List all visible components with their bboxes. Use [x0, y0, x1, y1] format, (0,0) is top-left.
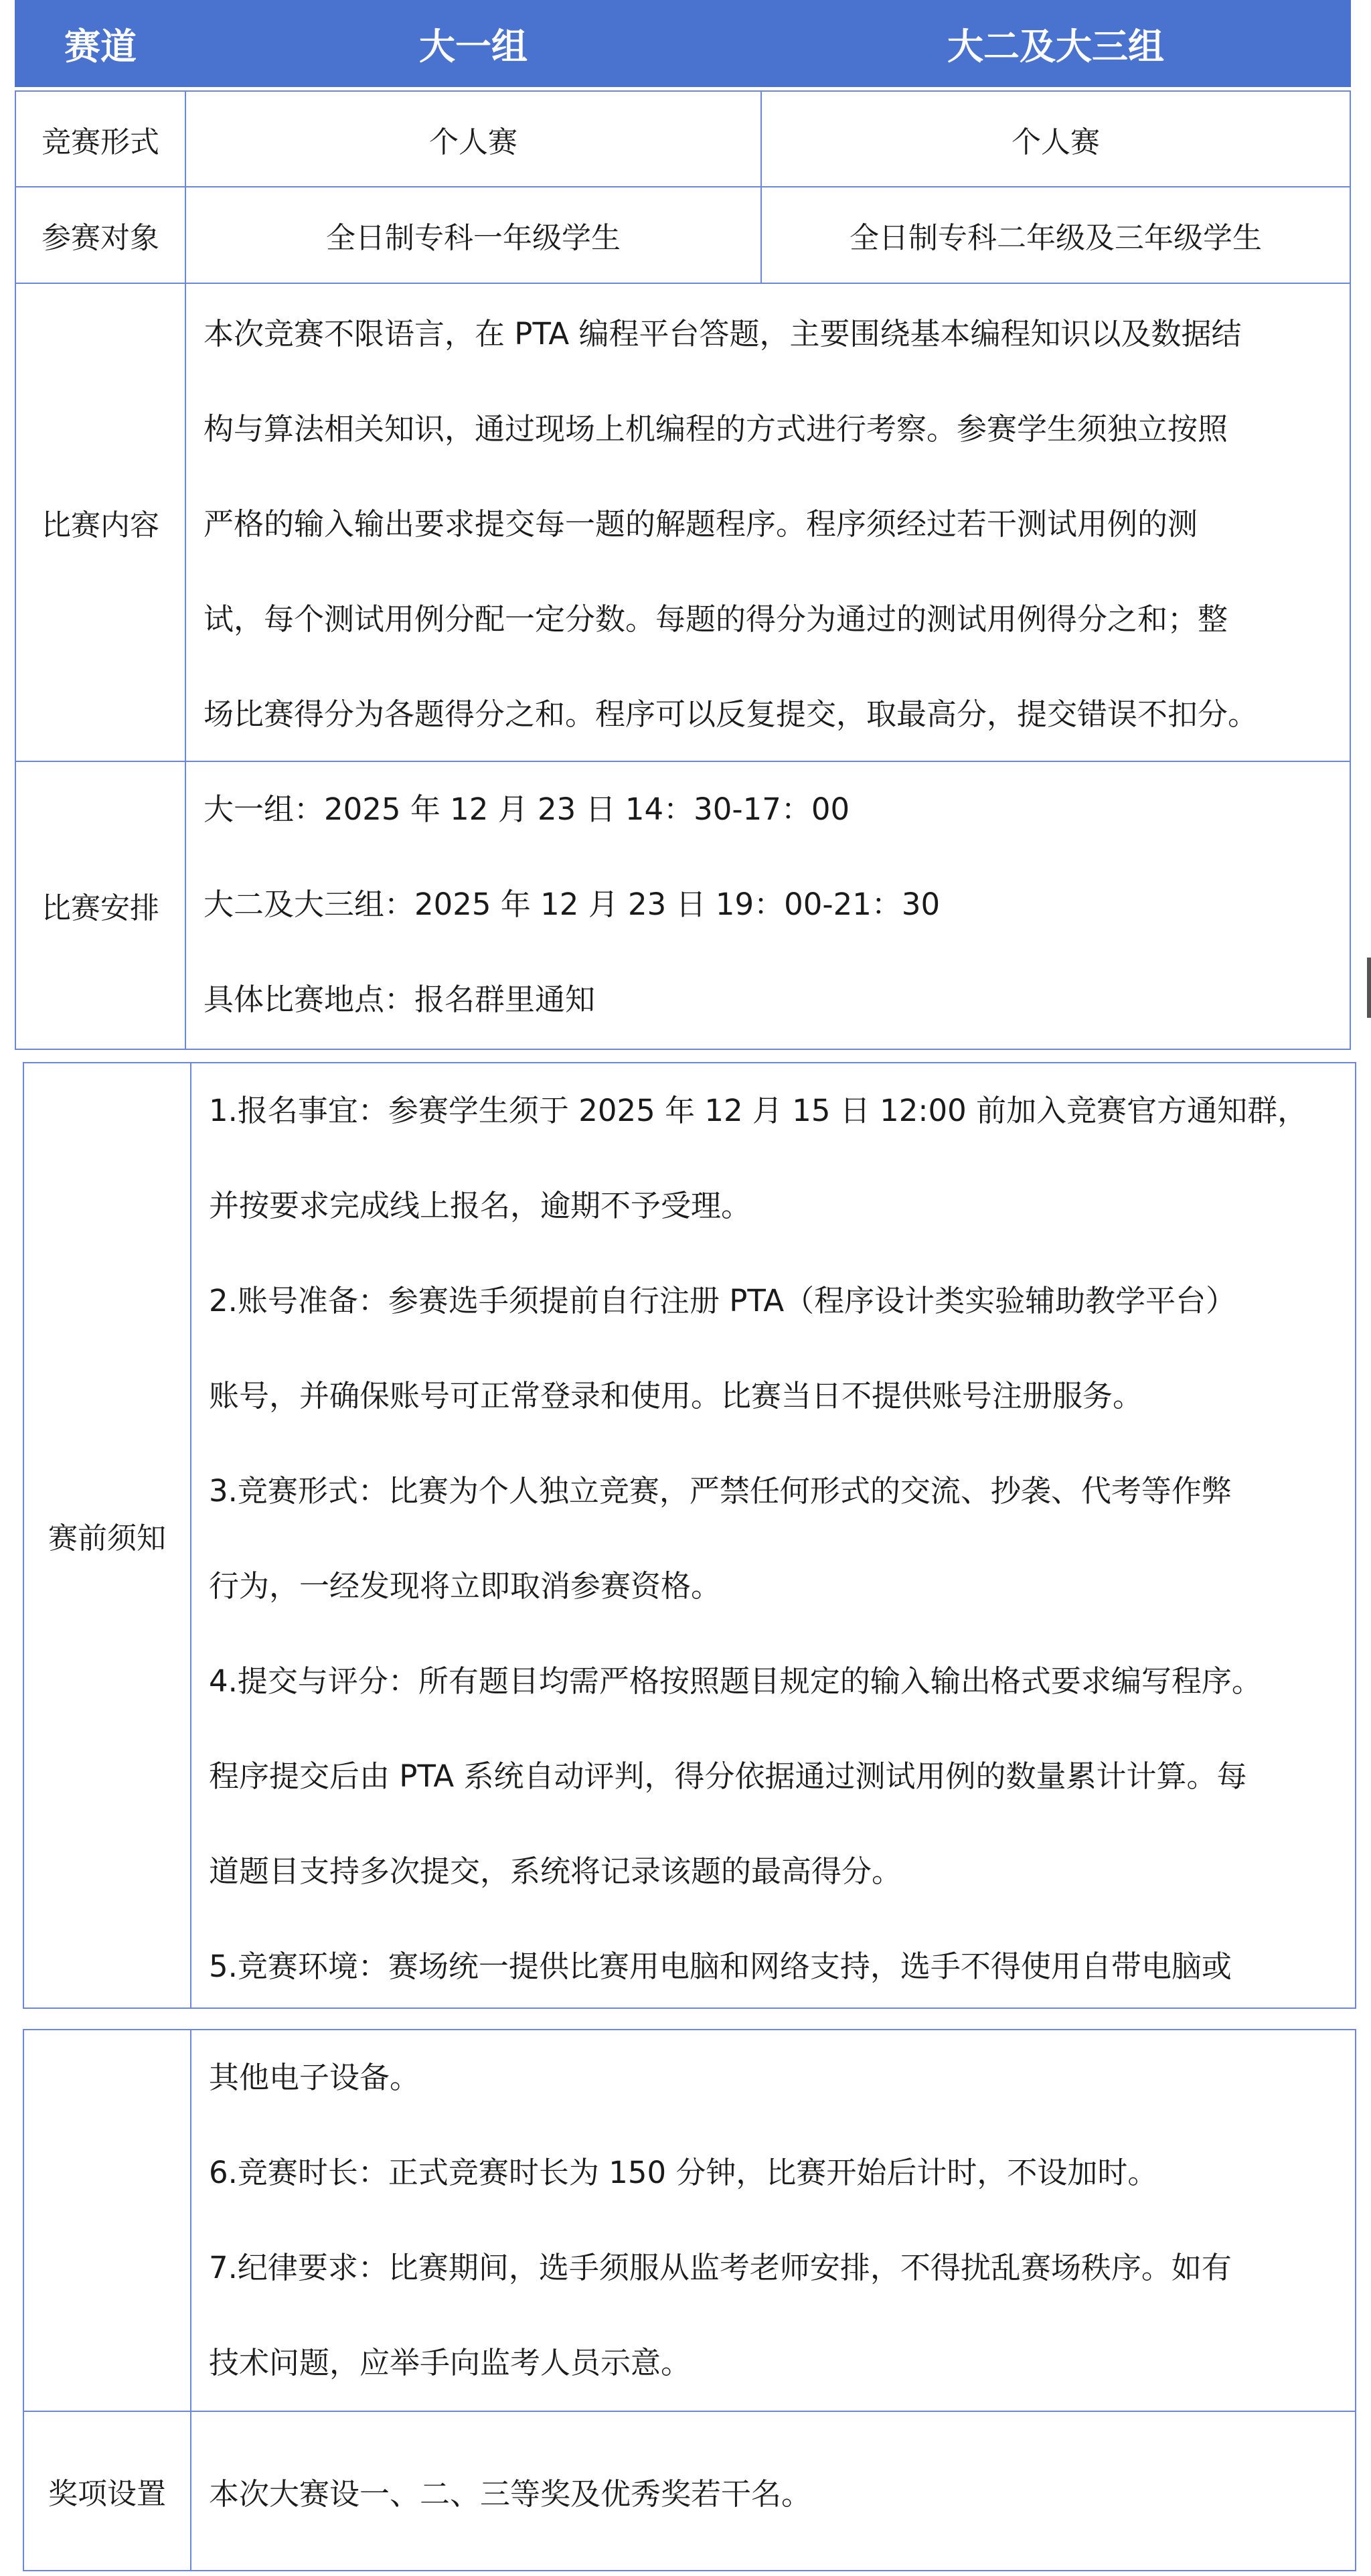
notice-line: 并按要求完成线上报名，逾期不予受理。 [209, 1188, 752, 1223]
row-notice-continued-label [23, 2029, 191, 2412]
row-format-group2: 个人赛 [760, 90, 1351, 187]
header-group1: 大一组 [185, 0, 762, 87]
content-line: 构与算法相关知识，通过现场上机编程的方式进行考察。参赛学生须独立按照 [204, 411, 1228, 447]
scrollbar-thumb[interactable] [1367, 958, 1371, 1018]
content-line: 本次竞赛不限语言，在 PTA 编程平台答题，主要围绕基本编程知识以及数据结 [204, 316, 1242, 352]
row-audience-group2: 全日制专科二年级及三年级学生 [760, 186, 1351, 284]
notice-line: 2.账号准备：参赛选手须提前自行注册 PTA（程序设计类实验辅助教学平台） [209, 1283, 1236, 1318]
row-content-text [185, 283, 1351, 762]
row-audience-group1: 全日制专科一年级学生 [185, 186, 762, 284]
content-line: 严格的输入输出要求提交每一题的解题程序。程序须经过若干测试用例的测 [204, 506, 1198, 542]
row-notice-continued-text [190, 2029, 1356, 2412]
header-group2: 大二及大三组 [760, 0, 1351, 87]
row-audience-label: 参赛对象 [15, 186, 186, 284]
notice-line: 4.提交与评分：所有题目均需严格按照题目规定的输入输出格式要求编写程序。 [209, 1663, 1262, 1699]
notice-line: 3.竞赛形式：比赛为个人独立竞赛，严禁任何形式的交流、抄袭、代考等作弊 [209, 1473, 1232, 1509]
header-track: 赛道 [15, 0, 186, 87]
notice-line: 行为，一经发现将立即取消参赛资格。 [209, 1568, 722, 1604]
notice-line: 5.竞赛环境：赛场统一提供比赛用电脑和网络支持，选手不得使用自带电脑或 [209, 1949, 1232, 1984]
schedule-line: 具体比赛地点：报名群里通知 [204, 982, 596, 1017]
row-schedule-text [185, 761, 1351, 1050]
row-awards-label: 奖项设置 [23, 2411, 191, 2571]
row-notice-text [190, 1062, 1356, 2009]
notice-line: 1.报名事宜：参赛学生须于 2025 年 12 月 15 日 12:00 前加入竞赛官方通知群， [209, 1093, 1308, 1128]
row-format-label: 竞赛形式 [15, 90, 186, 187]
notice-line: 程序提交后由 PTA 系统自动评判，得分依据通过测试用例的数量累计计算。每 [209, 1758, 1247, 1794]
notice-continued-line: 6.竞赛时长：正式竞赛时长为 150 分钟，比赛开始后计时，不设加时。 [209, 2155, 1158, 2190]
notice-continued-line: 7.纪律要求：比赛期间，选手须服从监考老师安排，不得扰乱赛场秩序。如有 [209, 2250, 1232, 2285]
notice-continued-line: 其他电子设备。 [209, 2060, 420, 2095]
schedule-line: 大一组：2025 年 12 月 23 日 14：30-17：00 [204, 791, 850, 827]
content-line: 试，每个测试用例分配一定分数。每题的得分为通过的测试用例得分之和；整 [204, 601, 1228, 637]
schedule-line: 大二及大三组：2025 年 12 月 23 日 19：00-21：30 [204, 887, 941, 922]
row-schedule-label: 比赛安排 [15, 761, 186, 1050]
awards-text: 本次大赛设一、二、三等奖及优秀奖若干名。 [209, 2476, 812, 2512]
notice-line: 账号，并确保账号可正常登录和使用。比赛当日不提供账号注册服务。 [209, 1378, 1143, 1414]
notice-continued-line: 技术问题，应举手向监考人员示意。 [209, 2345, 692, 2380]
row-notice-label: 赛前须知 [23, 1062, 191, 2009]
row-content-label: 比赛内容 [15, 283, 186, 762]
row-format-group1: 个人赛 [185, 90, 762, 187]
row-awards-text [190, 2411, 1356, 2571]
notice-line: 道题目支持多次提交，系统将记录该题的最高得分。 [209, 1853, 902, 1889]
content-line: 场比赛得分为各题得分之和。程序可以反复提交，取最高分，提交错误不扣分。 [204, 696, 1259, 732]
